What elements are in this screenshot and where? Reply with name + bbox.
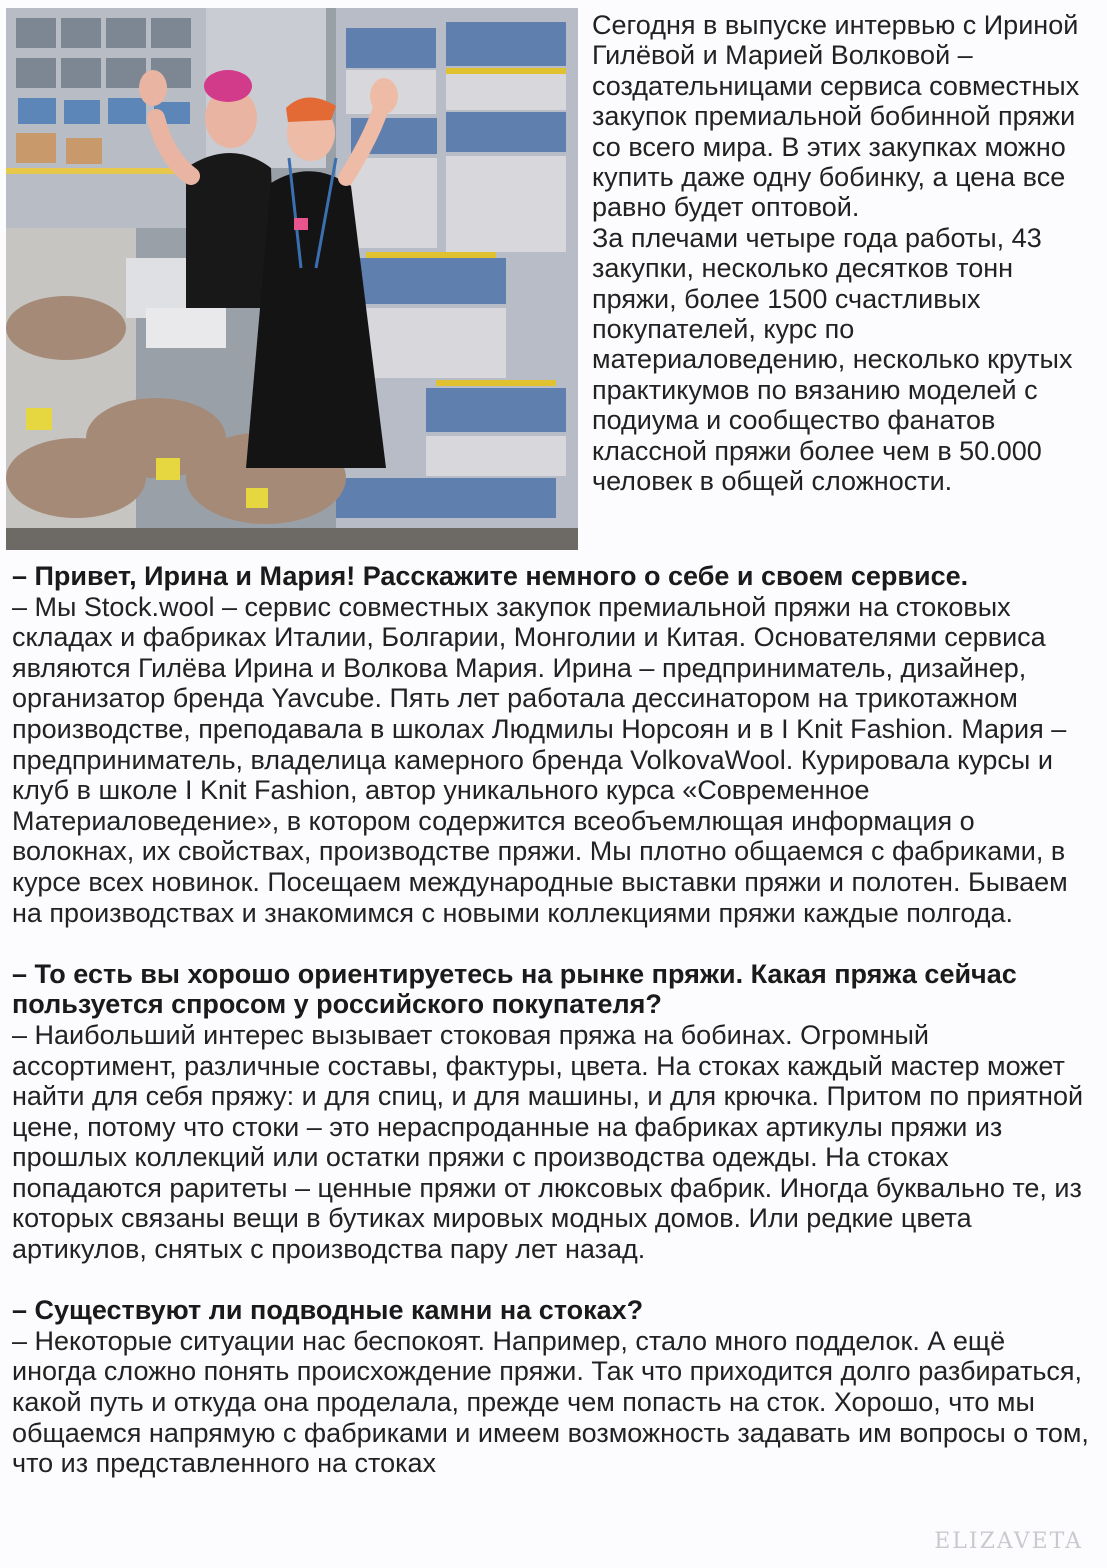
intro-text — [592, 10, 1097, 497]
qa-block-1 — [12, 561, 1097, 928]
question-3: – Существуют ли подводные камни на стоках? — [12, 1295, 644, 1326]
answer-2: – Наибольший интерес вызывает стоковая пряжа на бобинах. Огромный ассортимент, различные составы, фактуры, цвета. На стоках каждый мастер может найти для себя пряжу: и для спиц, и для машины, и для крючка. Притом по приятной цене, потому что стоки – это нераспроданные на фабриках артикулы пряжи из прошлых коллекций или остатки пряжи с производства одежды. На стоках попадаются раритеты – ценные пряжи от люксовых фабрик. Иногда буквально те, из которых связаны вещи в бутиках мировых модных домов. Или редкие цвета артикулов, снятых с производства пару лет назад. — [12, 1019, 1084, 1265]
answer-1: – Мы Stock.wool – сервис совместных закупок премиальной пряжи на стоковых складах и фабриках Италии, Болгарии, Монголии и Китая. Основателями сервиса являются Гилёва Ирина и Волкова Мария. Ирина – предприниматель, дизайнер, организатор бренда Yavcube. Пять лет работала дессинатором на трикотажном производстве, преподавала в школах Людмилы Норсоян и в I Knit Fashion. Мария – предприниматель, владелица камерного бренда VolkovaWool. Курировала курсы и клуб в школе I Knit Fashion, автор уникального курса «Современное Материаловедение», в котором содержится всеобъемлющая информация о волокнах, их свойствах, производстве пряжи. Мы плотно общаемся с фабриками, в курсе всех новинок. Посещаем международные выставки пряжи и полотен. Бываем на производствах и знакомимся с новыми коллекциями пряжи каждые полгода. — [12, 591, 1068, 928]
qa-block-3 — [12, 1295, 1097, 1479]
warehouse-photo — [6, 8, 578, 550]
intro-paragraph-1: Сегодня в выпуске интервью с Ириной Гилёвой и Марией Волковой – создательницами сервиса совместных закупок премиальной бобинной пряжи со всего мира. В этих закупках можно купить даже одну бобинку, а цена все равно будет оптовой. — [592, 10, 1080, 223]
answer-3: – Некоторые ситуации нас беспокоят. Например, стало много подделок. А ещё иногда сложно понять происхождение пряжи. Так что приходится долго разбираться, какой путь и откуда она проделала, прежде чем попасть на сток. Хорошо, что мы общаемся напрямую с фабриками и имеем возможность задавать им вопросы о том, что из представленного на стоках — [12, 1325, 1089, 1479]
watermark: ELIZAVETA — [934, 1529, 1083, 1554]
intro-paragraph-2: За плечами четыре года работы, 43 закупки, несколько десятков тонн пряжи, более 1500 счастливых покупателей, курс по материаловедению, несколько крутых практикумов по вязанию моделей с подиума и сообщество фанатов классной пряжи более чем в 50.000 человек в общей сложности. — [592, 222, 1073, 497]
question-1: – Привет, Ирина и Мария! Расскажите немного о себе и своем сервисе. — [12, 561, 969, 591]
question-2: – То есть вы хорошо ориентируетесь на рынке пряжи. Какая пряжа сейчас пользуется спросом у российского покупателя? — [12, 958, 1017, 1020]
interview-body — [12, 561, 1097, 1479]
qa-block-2 — [12, 959, 1097, 1265]
